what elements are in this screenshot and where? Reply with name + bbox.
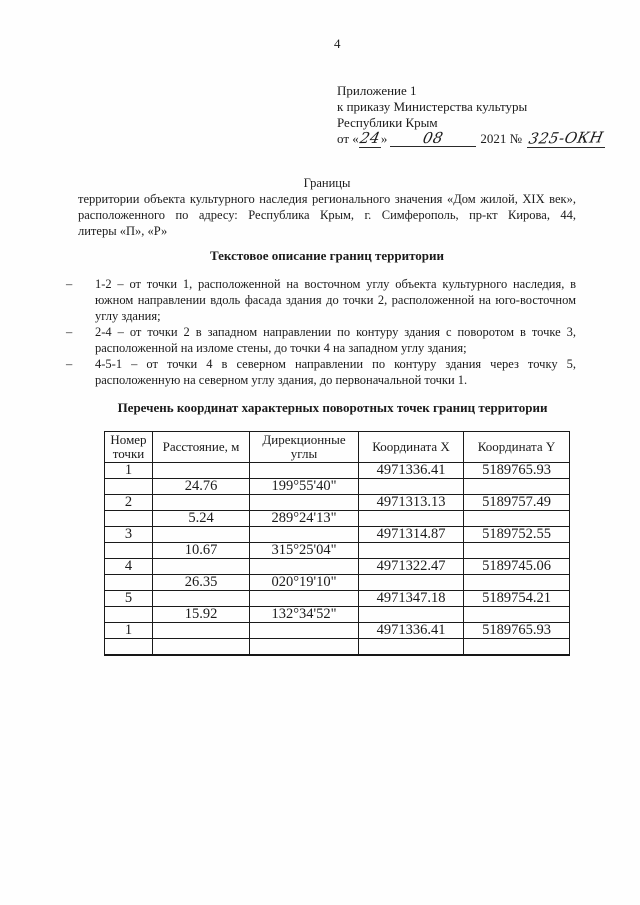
distance-cell: 15.92	[153, 607, 250, 623]
title-heading: Границы	[303, 176, 351, 190]
table-row	[105, 575, 570, 591]
text-line: расположенного по адресу: Республика Крым, г. Симферополь, пр-кт Кирова, 44,	[78, 208, 576, 222]
text-line: территории объекта культурного наследия регионального значения «Дом жилой, XIX век»,	[78, 192, 576, 206]
distance-cell	[153, 559, 250, 575]
table-row	[105, 463, 570, 479]
coordinate-x-cell: 4971313.13	[359, 495, 464, 511]
point-number-cell	[105, 575, 153, 591]
coordinate-x-cell: 4971322.47	[359, 559, 464, 575]
coordinate-x-cell	[359, 543, 464, 559]
coordinate-y-cell: 5189765.93	[464, 463, 570, 479]
appendix-line: к приказу Министерства культуры	[337, 99, 528, 114]
text-line: расположенную на северном углу здания, до первоначальной точки 1.	[95, 373, 468, 387]
angle-cell: 020°19'10"	[250, 575, 359, 591]
point-number-cell: 1	[105, 623, 153, 639]
distance-cell: 24.76	[153, 479, 250, 495]
dash-marker: –	[66, 277, 73, 291]
coordinate-y-cell	[464, 575, 570, 591]
coordinate-y-cell: 5189745.06	[464, 559, 570, 575]
order-date-line	[337, 128, 606, 148]
table-row	[105, 479, 570, 495]
coordinate-x-cell: 4971336.41	[359, 463, 464, 479]
dash-marker: –	[66, 325, 73, 339]
column-header-directional-angles: Дирекционные углы	[250, 432, 359, 463]
coordinate-y-cell: 5189752.55	[464, 527, 570, 543]
list-item	[64, 276, 576, 324]
distance-cell	[153, 639, 250, 656]
table-header-row	[105, 432, 570, 463]
table-row	[105, 623, 570, 639]
table-row	[105, 495, 570, 511]
distance-cell: 26.35	[153, 575, 250, 591]
coordinate-y-cell	[464, 639, 570, 656]
text-line: 1-2 – от точки 1, расположенной на восточном углу объекта культурного наследия, в	[95, 277, 576, 291]
section-heading-coordinates: Перечень координат характерных поворотных точек границ территории	[117, 400, 548, 415]
angle-cell	[250, 463, 359, 479]
handwritten-month-blank-line: 08	[390, 131, 476, 147]
text-line: 4-5-1 – от точки 4 в северном направлении по контуру здания через точку 5,	[95, 357, 576, 371]
angle-cell	[250, 591, 359, 607]
text-line: расположенной на изломе стены, до точки 4 на западном углу здания;	[95, 341, 467, 355]
coordinate-y-cell: 5189757.49	[464, 495, 570, 511]
point-number-cell: 5	[105, 591, 153, 607]
table-row	[105, 607, 570, 623]
coordinate-x-cell	[359, 479, 464, 495]
text-line: южном направлении вдоль фасада здания до точки 2, расположенной на юго-восточном	[95, 293, 576, 307]
document-title-block	[78, 175, 576, 239]
coordinate-x-cell	[359, 575, 464, 591]
coordinate-y-cell: 5189765.93	[464, 623, 570, 639]
angle-cell: 132°34'52"	[250, 607, 359, 623]
column-header-distance: Расстояние, м	[153, 432, 250, 463]
page-number: 4	[334, 36, 341, 51]
angle-cell	[250, 623, 359, 639]
table-row	[105, 591, 570, 607]
table-row	[105, 543, 570, 559]
distance-cell	[153, 463, 250, 479]
table-row	[105, 527, 570, 543]
angle-cell: 315°25'04"	[250, 543, 359, 559]
coordinate-y-cell	[464, 511, 570, 527]
coordinate-x-cell	[359, 639, 464, 656]
table-row	[105, 511, 570, 527]
column-header-point-number: Номер точки	[105, 432, 153, 463]
distance-cell	[153, 591, 250, 607]
angle-cell	[250, 559, 359, 575]
coordinate-y-cell	[464, 543, 570, 559]
dash-marker: –	[66, 357, 73, 371]
coordinate-x-cell: 4971336.41	[359, 623, 464, 639]
text-line: углу здания;	[95, 309, 161, 323]
point-number-cell	[105, 639, 153, 656]
angle-cell	[250, 495, 359, 511]
angle-cell	[250, 639, 359, 656]
column-header-coordinate-y: Координата Y	[464, 432, 570, 463]
coordinates-table	[104, 431, 570, 656]
point-number-cell	[105, 543, 153, 559]
point-number-cell	[105, 607, 153, 623]
table-row	[105, 639, 570, 656]
appendix-block	[337, 83, 605, 148]
point-number-cell: 1	[105, 463, 153, 479]
column-header-coordinate-x: Координата X	[359, 432, 464, 463]
angle-cell: 289°24'13"	[250, 511, 359, 527]
list-item	[64, 324, 576, 356]
text-line: 2-4 – от точки 2 в западном направлении по контуру здания с поворотом в точке 3,	[95, 325, 576, 339]
coordinate-x-cell: 4971314.87	[359, 527, 464, 543]
coordinate-x-cell	[359, 511, 464, 527]
angle-cell	[250, 527, 359, 543]
coordinate-x-cell: 4971347.18	[359, 591, 464, 607]
point-number-cell: 2	[105, 495, 153, 511]
distance-cell	[153, 495, 250, 511]
date-year-number-sign: 2021 №	[480, 131, 523, 146]
distance-cell	[153, 527, 250, 543]
coordinate-y-cell	[464, 607, 570, 623]
date-prefix: от «	[337, 131, 359, 146]
distance-cell: 10.67	[153, 543, 250, 559]
list-item	[64, 356, 576, 388]
boundary-description-list	[64, 276, 576, 388]
angle-cell: 199°55'40"	[250, 479, 359, 495]
text-line: литеры «П», «Р»	[78, 224, 168, 238]
handwritten-day: 24	[358, 128, 382, 148]
point-number-cell	[105, 511, 153, 527]
point-number-cell: 3	[105, 527, 153, 543]
title-body	[78, 191, 576, 239]
point-number-cell: 4	[105, 559, 153, 575]
appendix-line: Приложение 1	[337, 83, 417, 98]
appendix-line: Республики Крым	[337, 115, 438, 130]
coordinate-y-cell	[464, 479, 570, 495]
coordinate-y-cell: 5189754.21	[464, 591, 570, 607]
date-close-quote: »	[380, 131, 388, 146]
distance-cell	[153, 623, 250, 639]
handwritten-order-number: 325-ОКН	[527, 128, 606, 148]
point-number-cell	[105, 479, 153, 495]
distance-cell: 5.24	[153, 511, 250, 527]
table-row	[105, 559, 570, 575]
section-heading-text-description: Текстовое описание границ территории	[209, 248, 445, 263]
coordinate-x-cell	[359, 607, 464, 623]
